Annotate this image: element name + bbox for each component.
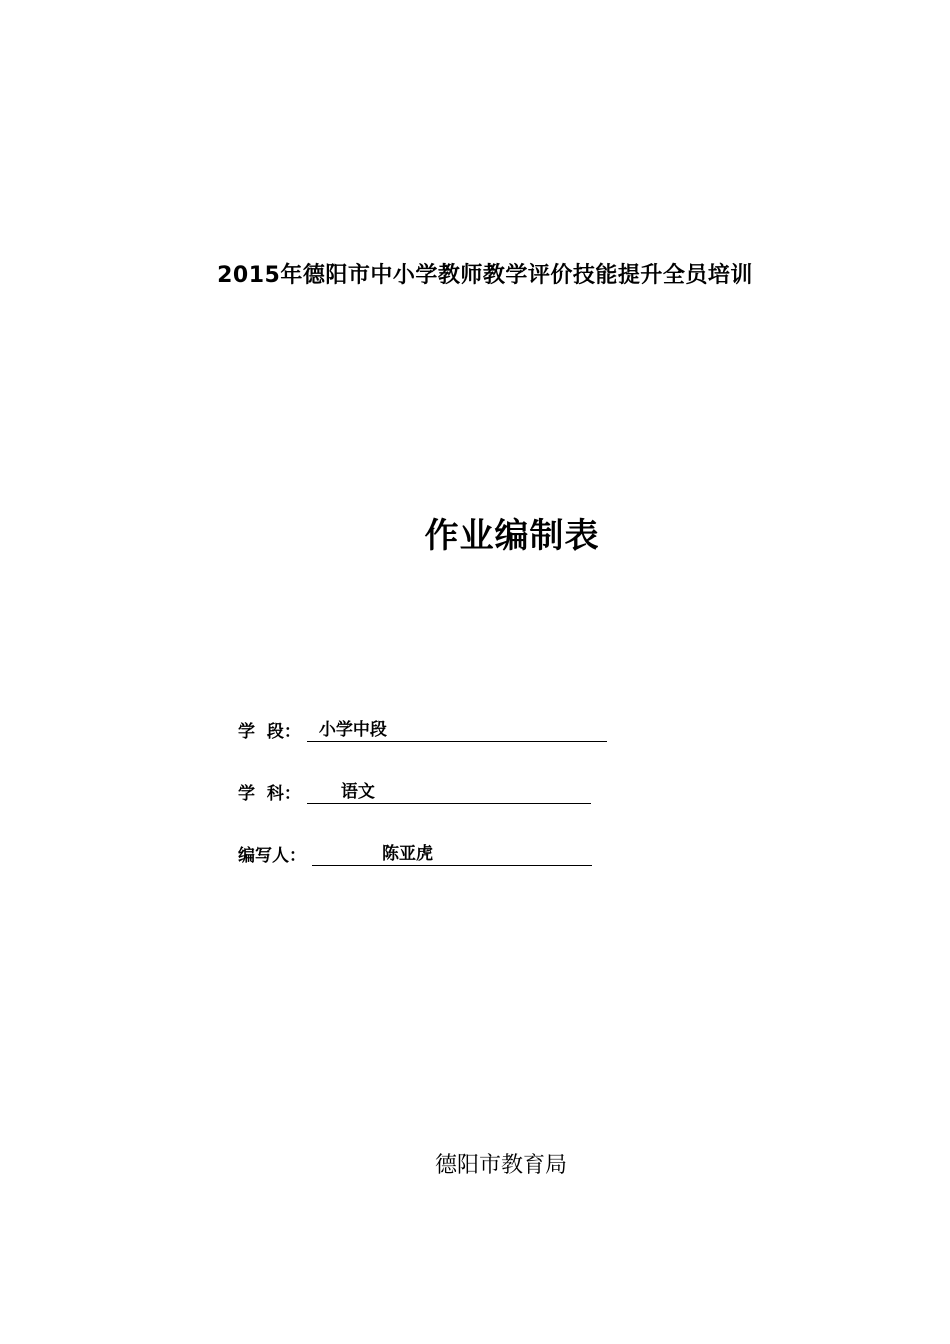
stage-label: 学 段： — [238, 722, 301, 742]
stage-value: 小学中段 — [318, 720, 387, 740]
subject-field — [238, 778, 591, 804]
author-underline — [312, 843, 592, 866]
author-label: 编写人： — [238, 846, 306, 866]
stage-underline — [307, 719, 607, 742]
training-title: 2015年德阳市中小学教师教学评价技能提升全员培训 — [217, 263, 753, 288]
subject-value: 语文 — [340, 782, 375, 802]
subject-label: 学 科： — [238, 784, 301, 804]
stage-field — [238, 716, 607, 742]
author-value: 陈亚虎 — [382, 844, 433, 864]
form-title: 作业编制表 — [424, 516, 600, 556]
author-field — [238, 840, 592, 866]
issuing-organization: 德阳市教育局 — [434, 1153, 567, 1178]
subject-underline — [307, 781, 591, 804]
